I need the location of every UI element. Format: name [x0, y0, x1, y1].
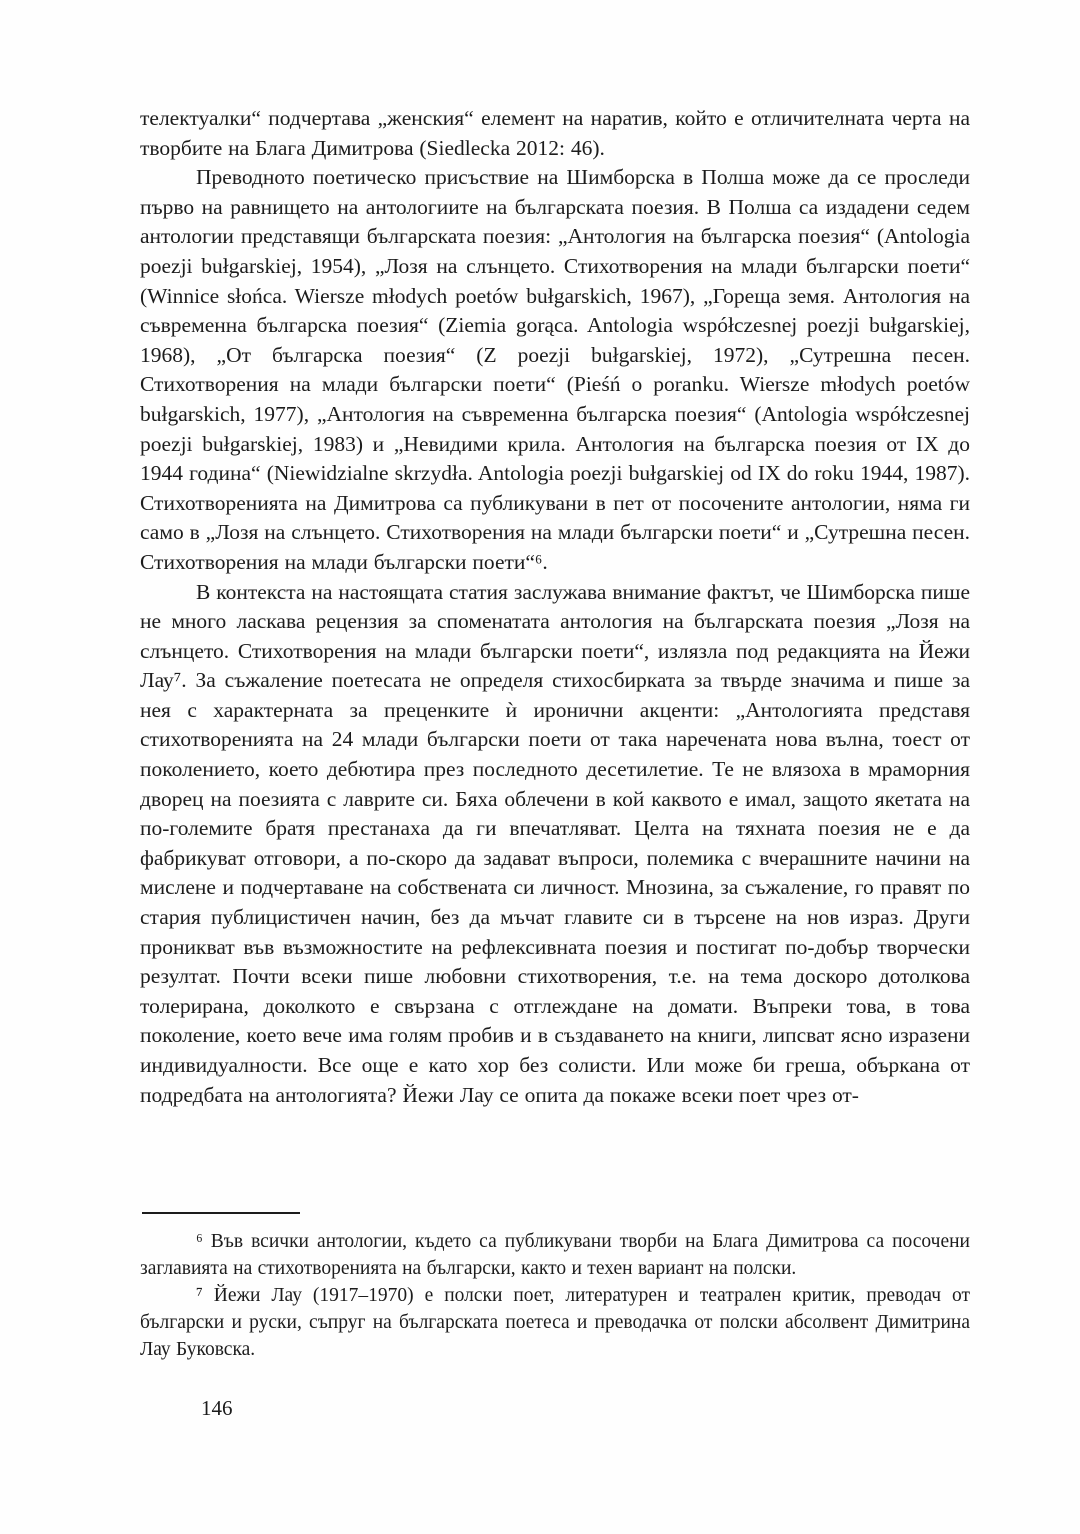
- footnote: ⁶ Във всички антологии, където са публикувани творби на Блага Димитрова са посочени заглавията на стихотворенията на български, както и техен вариант на полски.: [140, 1231, 970, 1279]
- page-number: 146: [201, 1396, 233, 1420]
- footnotes-section: [140, 1212, 970, 1363]
- paragraph: В контекста на настоящата статия заслужава внимание фактът, че Шимборска пише не много ласкава рецензия за споменатата антология на българската поезия „Лозя на слънцето. Стихотворения на млади български поети“, излязла под редакцията на Йежи Лау⁷. За съжаление поетесата не определя стихосбирката за твърде значима и пише за нея с характерната за преценките ѝ иронични акценти: „Антологията представя стихотворенията на 24 млади български поети от така наречената нова вълна, тоест от поколението, което дебютира през последното десетилетие. Те не влязоха в мраморния дворец на поезията с лаврите си. Бяха облечени в кой каквото е имал, защото якетата на по-големите братя престанаха да ги впечатляват. Целта на тяхната поезия не е да фабрикуват отговори, а по-скоро да задават въпроси, полемика с вчерашните начини на мислене и подчертаване на собствената си личност. Мнозина, за съжаление, го правят по стария публицистичен начин, без да мъчат главите си в търсене на нов израз. Други проникват във възможностите на рефлексивната поезия и постигат по-добър творчески резултат. Почти всеки пише любовни стихотворения, т.е. на тема доскоро дотолкова толерирана, доколкото е свързана с отглеждане на домати. Въпреки това, в това поколение, което вече има голям пробив и в създаването на книги, липсват ясно изразени индивидуалности. Все още е като хор без солисти. Или може би греша, объркана от подредбата на антологията? Йежи Лау се опита да покаже всеки поет чрез от-: [140, 579, 970, 1107]
- footnote: ⁷ Йежи Лау (1917–1970) е полски поет, литературен и театрален критик, преводач от български и руски, съпруг на българската поетеса и преводачка от полски абсолвент Димитрина Лау Буковска.: [140, 1285, 970, 1360]
- paragraph-continuation: телектуалки“ подчертава „женския“ елемент на наратив, който е отличителната черта на творбите на Блага Димитрова (Siedlecka 2012: 46).: [140, 106, 970, 160]
- footnote-separator: [142, 1212, 300, 1214]
- body-text: [140, 104, 970, 1110]
- paragraph: Преводното поетическо присъствие на Шимборска в Полша може да се проследи първо на равнището на антологиите на българската поезия. В Полша са издадени седем антологии представящи българската поезия: „Антология на българска поезия“ (Antologia poezji bułgarskiej, 1954), „Лозя на слънцето. Стихотворения на млади български поети“ (Winnice słońca. Wiersze młodych poetów bułgarskich, 1967), „Гореща земя. Антология на съвременна българска поезия“ (Ziemia gorąca. Antologia współczesnej poezji bułgarskiej, 1968), „От българска поезия“ (Z poezji bułgarskiej, 1972), „Сутрешна песен. Стихотворения на млади български поети“ (Pieśń o poranku. Wiersze młodych poetów bułgarskich, 1977), „Антология на съвременна българска поезия“ (Antologia współczesnej poezji bułgarskiej, 1983) и „Невидими крила. Антология на българска поезия от IX до 1944 година“ (Niewidzialne skrzydła. Antologia poezji bułgarskiej od IX do roku 1944, 1987). Стихотворенията на Димитрова са публикувани в пет от посочените антологии, няма ги само в „Лозя на слънцето. Стихотворения на млади български поети“ и „Сутрешна песен. Стихотворения на млади български поети“⁶.: [140, 165, 970, 574]
